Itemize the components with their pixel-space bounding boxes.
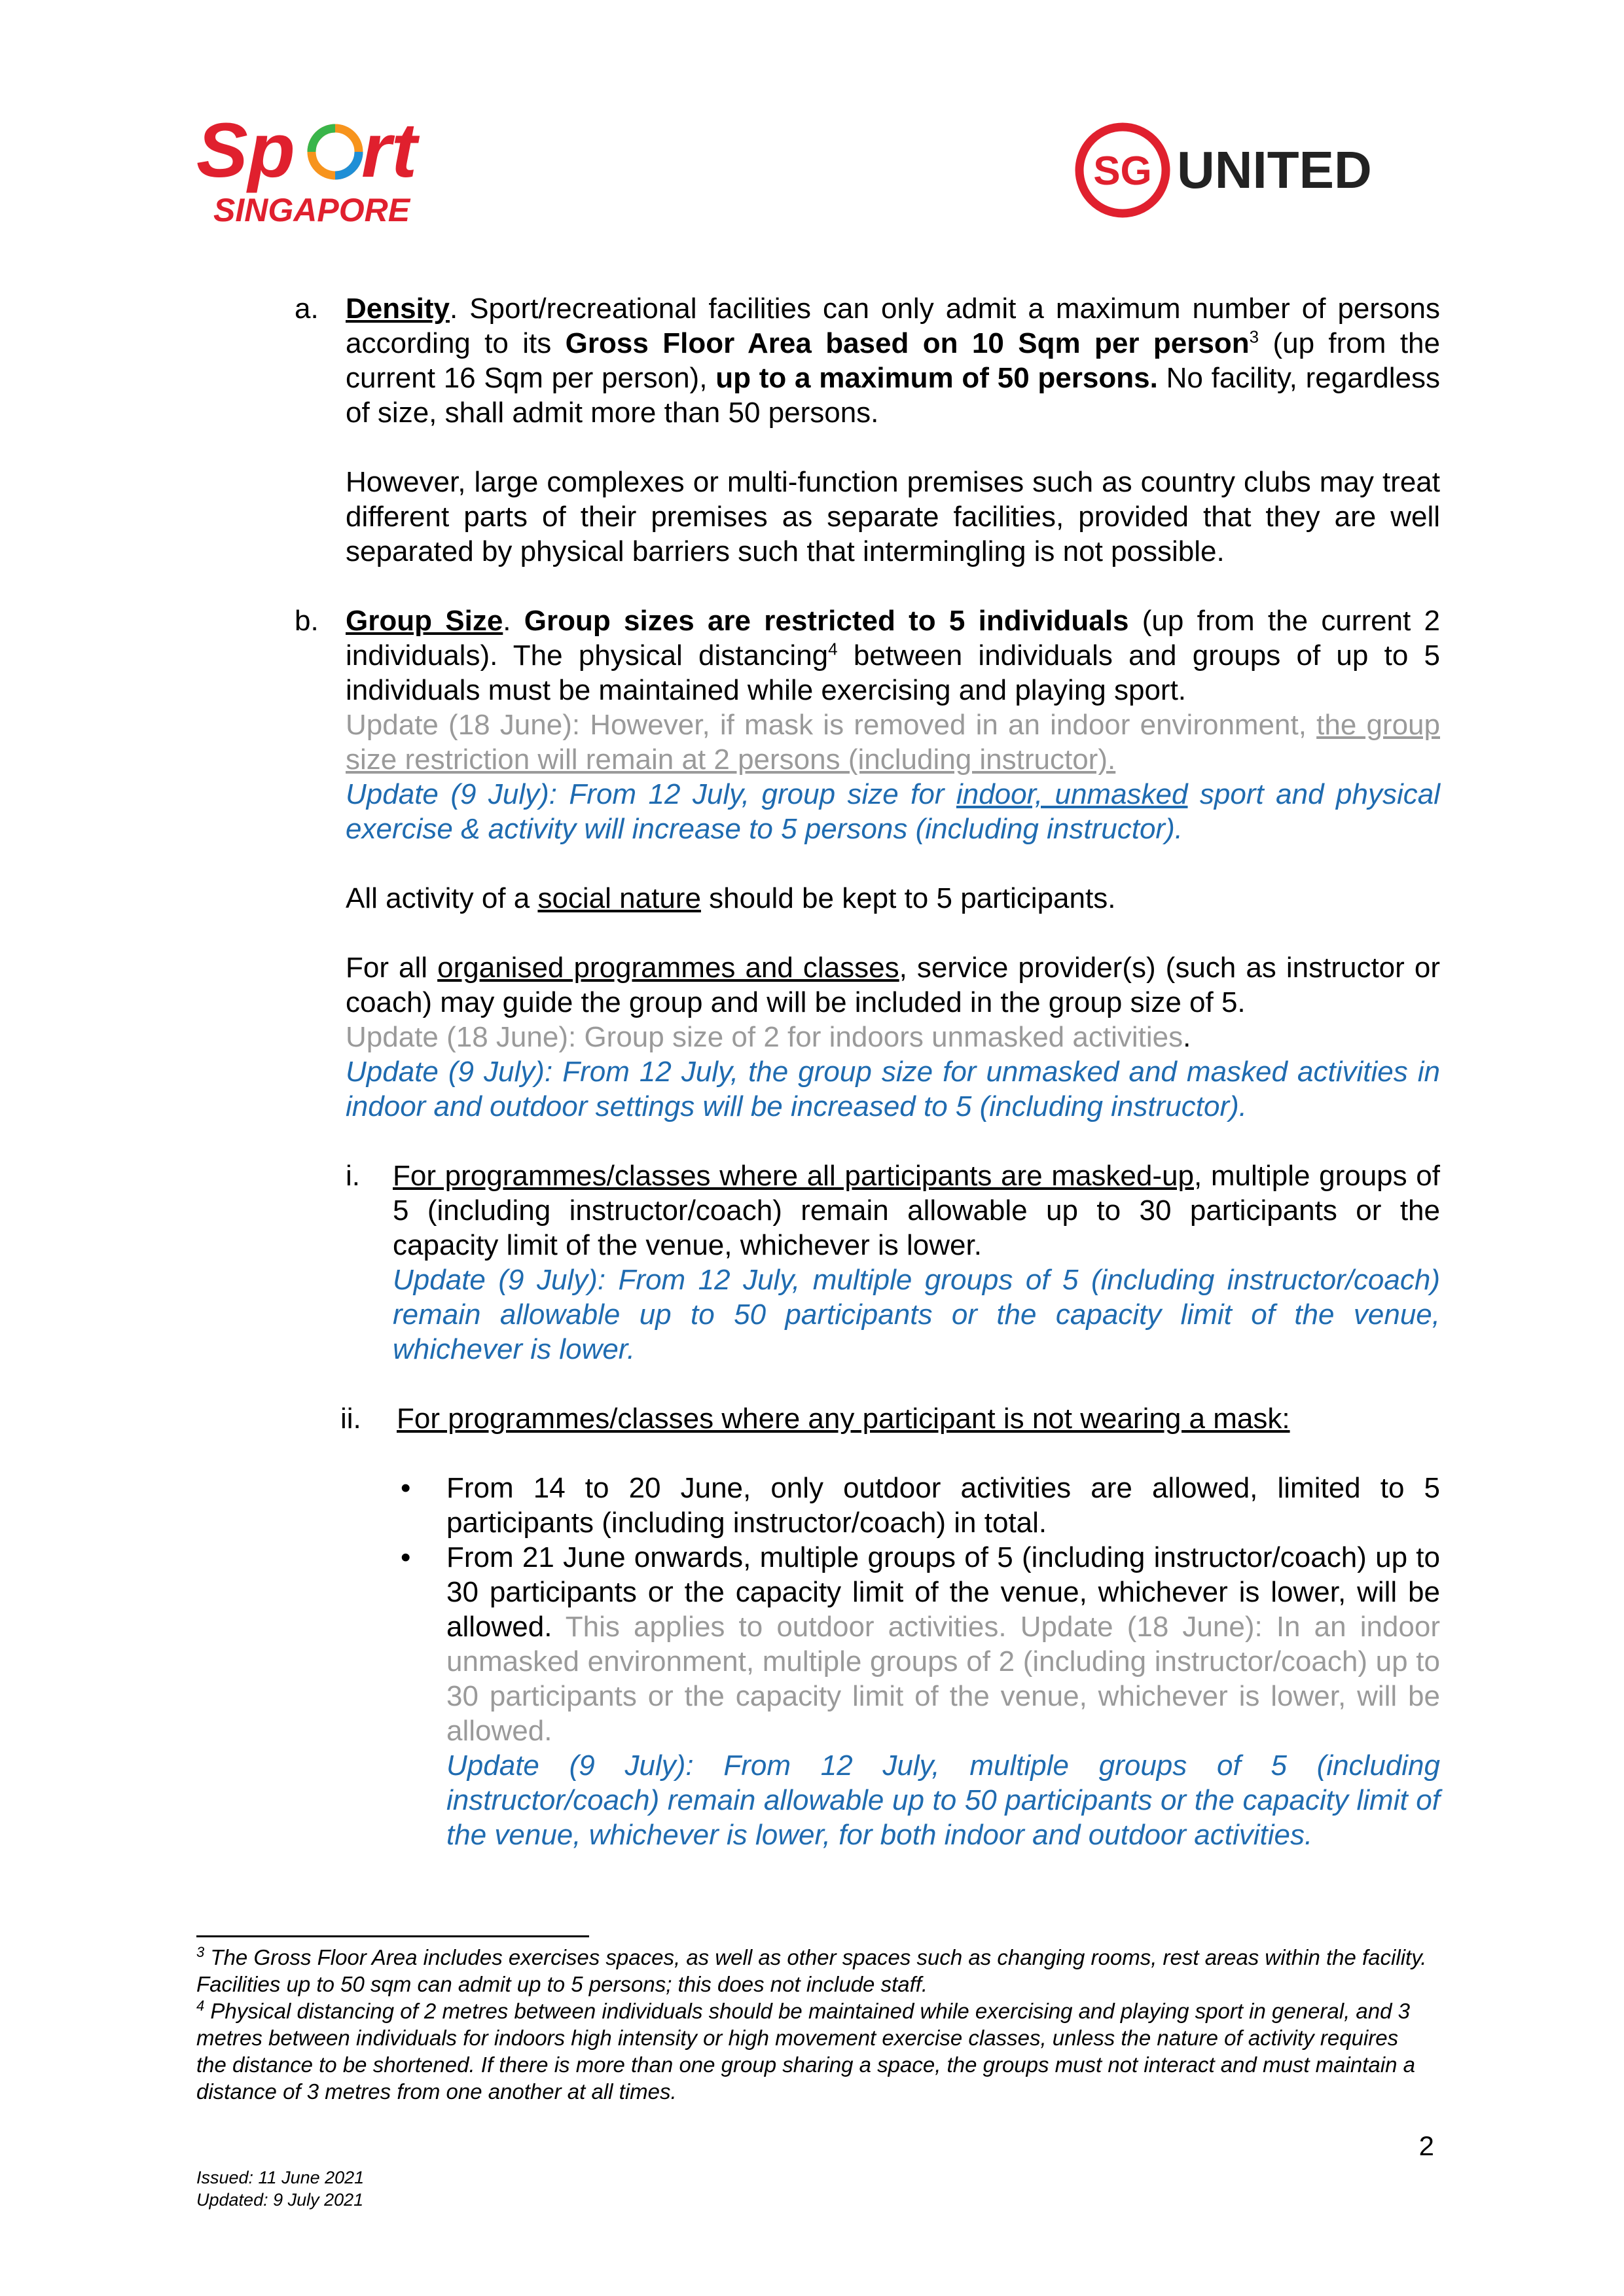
page-number: 2	[1418, 2130, 1434, 2161]
bullet-2-update-18-june: This applies to outdoor activities. Update (18 June): In an indoor unmasked environment, multiple groups of 2 (including instructor/coach) up to 30 participants or the capacity limit of the venue, whichever is lower, will be allowed.	[446, 1611, 1440, 1747]
footnote-4-text: Physical distancing of 2 metres between individuals should be maintained while exercising and playing sport in general, and 3 metres between individuals for indoors high intensity or high movement exercise classes, unless the nature of activity requires the distance to be shortened. If there is more than one group sharing a space, the groups must not interact and must maintain a distance of 3 metres from one another at all times.	[196, 1999, 1415, 2104]
density-text-1: . Sport/recreational facilities can only admit a maximum number of persons according to its	[346, 293, 1440, 359]
sport-singapore-logo	[196, 105, 445, 229]
density-text-3: No facility, regardless of size, shall admit more than 50 persons.	[346, 362, 1441, 429]
logo-sport-sub: SINGAPORE	[213, 192, 410, 228]
complexes-paragraph: However, large complexes or multi-function premises such as country clubs may treat different parts of their premises as separate facilities, provided that they are well separated by physical barriers such that intermingling is not possible.	[346, 466, 1440, 567]
organised-text-2: , service provider(s) (such as instructor or coach) may guide the group and will be included in the group size of 5.	[346, 952, 1440, 1018]
logo-sport-text-b: rt	[361, 107, 418, 194]
organised-programmes-paragraph	[346, 950, 1440, 1124]
organised-text-1: For all	[346, 952, 438, 984]
logo-sport-text-a: Sp	[196, 107, 295, 194]
footnote-3-num: 3	[196, 1944, 205, 1960]
sub-ii-marker: ii.	[340, 1403, 361, 1435]
density-text-2: (up from the current 16 Sqm per person),	[346, 327, 1440, 394]
document-body	[295, 291, 1440, 1852]
density-bold-1: Gross Floor Area based on 10 Sqm per person	[565, 327, 1250, 359]
update-9-july-underlined: indoor, unmasked	[956, 778, 1188, 810]
masked-update-9-july: Update (9 July): From 12 July, multiple groups of 5 (including instructor/coach) remain allowable up to 50 participants or the capacity limit of the venue, whichever is lower.	[393, 1264, 1440, 1365]
unmasked-underlined: For programmes/classes where any participant is not wearing a mask:	[397, 1403, 1290, 1435]
social-nature-paragraph	[346, 881, 1440, 916]
bullet-2-text: From 21 June onwards, multiple groups of 5 (including instructor/coach) up to 30 participants or the capacity limit of the venue, whichever is lower, will be allowed.	[446, 1541, 1440, 1643]
sg-badge-text: SG	[1093, 149, 1152, 194]
update-9-july-text-1: Update (9 July): From 12 July, group size for	[346, 778, 956, 810]
organised-update-9-july: Update (9 July): From 12 July, the group size for unmasked and masked activities in indoor and outdoor settings will be increased to 5 (including instructor).	[346, 1056, 1440, 1122]
section-b-group-size	[295, 603, 1440, 1852]
bullet-item	[393, 1471, 1440, 1540]
footnote-4	[196, 1998, 1427, 2105]
footnote-ref-4: 4	[828, 639, 838, 659]
masked-text: , multiple groups of 5 (including instructor/coach) remain allowable up to 30 participants or the capacity limit of the venue, whichever is lower.	[393, 1160, 1441, 1261]
bullet-2-update-9-july: Update (9 July): From 12 July, multiple groups of 5 (including instructor/coach) remain allowable up to 50 participants or the capacity limit of the venue, whichever is lower, for both indoor and outdoor activities.	[446, 1749, 1440, 1851]
issue-info	[196, 2166, 364, 2211]
updated-date: Updated: 9 July 2021	[196, 2190, 364, 2210]
update-18-june-text: Update (18 June): However, if mask is removed in an indoor environment,	[346, 709, 1317, 741]
update-9-july-text-2: sport and physical exercise & activity will increase to 5 persons (including instructor).	[346, 778, 1440, 845]
social-text-2: should be kept to 5 participants.	[700, 882, 1116, 914]
density-paragraph	[346, 291, 1440, 430]
section-b-marker: b.	[295, 605, 319, 637]
sub-i-marker: i.	[346, 1160, 360, 1192]
issued-date: Issued: 11 June 2021	[196, 2168, 365, 2187]
bullet-item	[393, 1540, 1440, 1852]
group-size-bold-1: Group sizes are restricted to 5 individuals	[524, 605, 1129, 637]
organised-update-18-june: Update (18 June): Group size of 2 for indoors unmasked activities	[346, 1021, 1183, 1053]
bullet-text: From 14 to 20 June, only outdoor activities are allowed, limited to 5 participants (including instructor/coach) in total.	[446, 1472, 1440, 1539]
group-size-paragraph	[346, 603, 1440, 846]
united-text: UNITED	[1177, 141, 1372, 199]
unmasked-heading	[393, 1401, 1440, 1436]
group-size-text-2: (up from the current 2 individuals). The physical distancing	[346, 605, 1440, 672]
masked-underlined: For programmes/classes where all participants are masked-up	[393, 1160, 1194, 1192]
update-18-june-underlined: the group size restriction will remain at 2 persons (including instructor).	[346, 709, 1440, 776]
footnotes	[196, 1944, 1427, 2105]
section-a-density	[295, 291, 1440, 569]
sg-united-logo	[1074, 121, 1427, 219]
density-bold-2: up to a maximum of 50 persons.	[715, 362, 1158, 394]
footnote-3	[196, 1944, 1427, 1998]
organised-period: .	[1183, 1021, 1191, 1053]
logo-sport-ring-icon	[312, 128, 359, 175]
group-size-title: Group Size	[346, 605, 503, 637]
bullet-icon: •	[401, 1541, 411, 1573]
footnote-separator	[196, 1935, 589, 1937]
masked-paragraph	[393, 1158, 1440, 1367]
group-size-text-3: between individuals and groups of up to 5 individuals must be maintained while exercising and playing sport.	[346, 639, 1440, 706]
section-a-marker: a.	[295, 293, 319, 325]
footnote-3-text: The Gross Floor Area includes exercises spaces, as well as other spaces such as changing rooms, rest areas within the facility. Facilities up to 50 sqm can admit up to 5 persons; this does not include staff.	[196, 1945, 1427, 1996]
sub-item-ii-unmasked	[340, 1401, 1440, 1852]
group-size-text-1: .	[503, 605, 524, 637]
sub-item-i-masked	[346, 1158, 1440, 1367]
density-title: Density	[346, 293, 450, 325]
footnote-ref-3: 3	[1249, 327, 1259, 347]
organised-underlined: organised programmes and classes	[437, 952, 899, 984]
bullet-icon: •	[401, 1472, 411, 1504]
footnote-4-num: 4	[196, 1998, 205, 2014]
bullet-text	[446, 1540, 1440, 1852]
social-nature-underlined: social nature	[537, 882, 701, 914]
social-text-1: All activity of a	[346, 882, 538, 914]
